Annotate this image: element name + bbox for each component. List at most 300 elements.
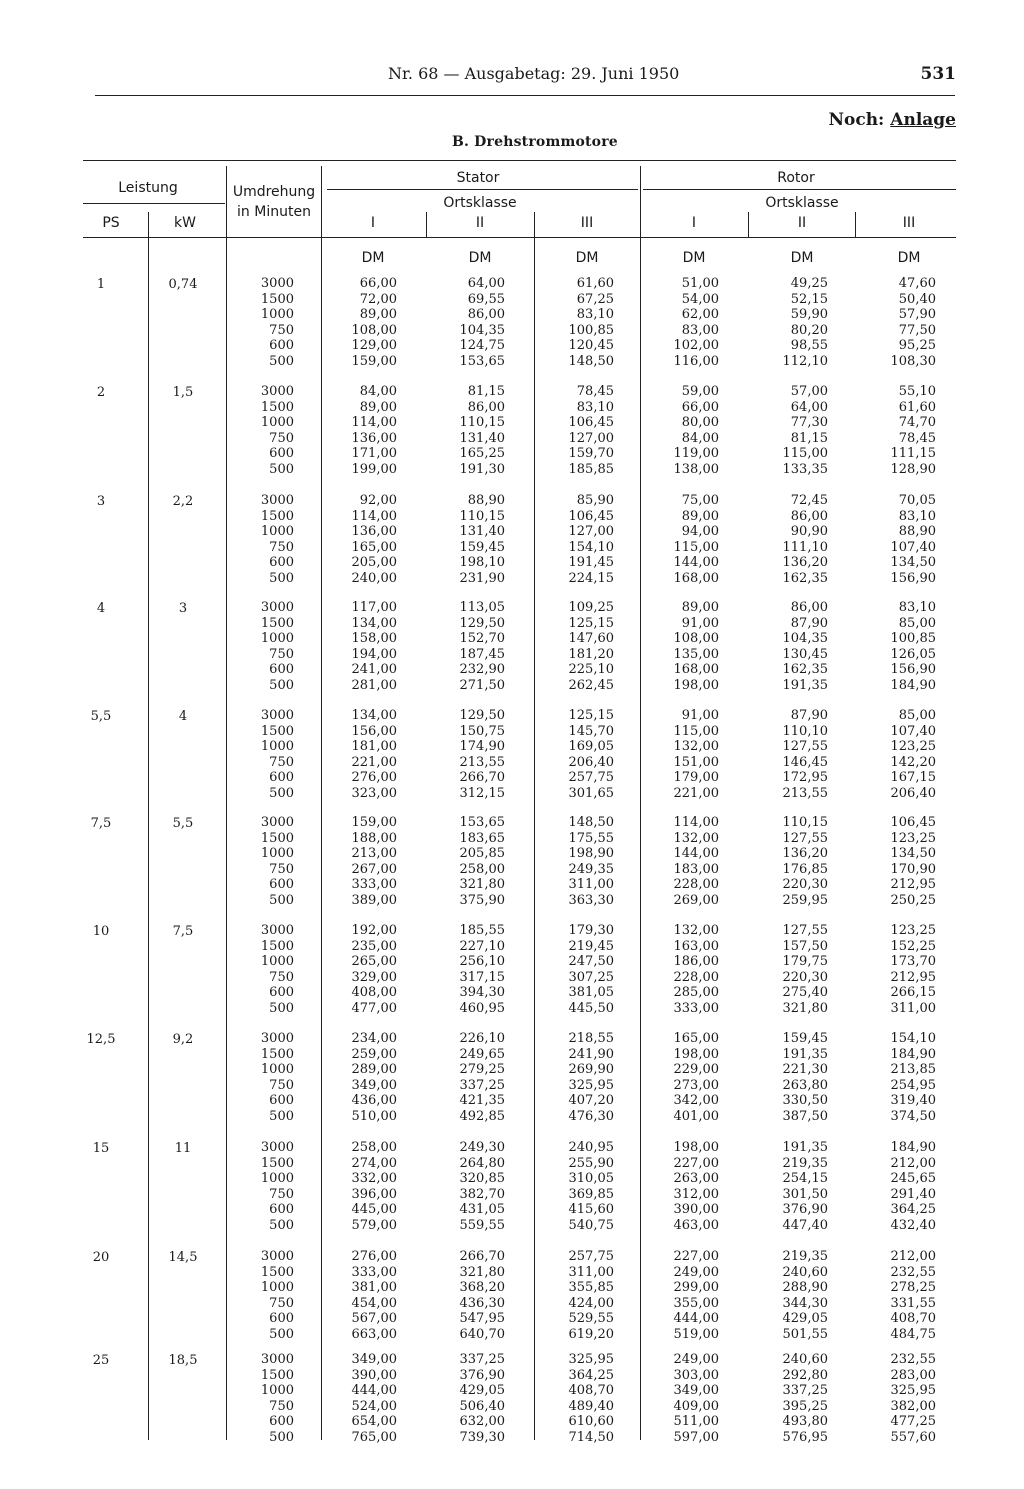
stator-ii-cell: 183,65 bbox=[459, 830, 505, 846]
stator-ii-cell: 213,55 bbox=[459, 754, 505, 770]
stator-ii-cell: 429,05 bbox=[459, 1383, 505, 1399]
rotor-i-ii-divider bbox=[748, 212, 749, 237]
rpm-cell: 750 bbox=[269, 861, 294, 877]
rpm-cell: 1000 bbox=[260, 307, 294, 323]
stator-i-cell: 171,00 bbox=[351, 446, 397, 462]
rotor-i-cell: 132,00 bbox=[673, 830, 719, 846]
stator-ii-cell: 321,80 bbox=[459, 1264, 505, 1280]
rotor-ii-cell: 87,90 bbox=[790, 615, 828, 631]
rotor-ii-cell: 104,35 bbox=[782, 631, 828, 647]
stator-i-cell: 66,00 bbox=[359, 276, 397, 291]
rotor-ii-cell: 110,15 bbox=[782, 815, 828, 830]
rpm-cell: 1000 bbox=[260, 524, 294, 540]
rpm-cell: 3000 bbox=[260, 923, 294, 938]
stator-iii-cell: 257,75 bbox=[568, 1249, 614, 1264]
rpm-cell: 600 bbox=[269, 338, 294, 354]
stator-iii-cell: 424,00 bbox=[568, 1295, 614, 1311]
stator-i-cell: 332,00 bbox=[351, 1171, 397, 1187]
stator-class-ii: II bbox=[475, 215, 485, 231]
stator-ii-cell: 64,00 bbox=[467, 276, 505, 291]
rotor-i-cell: 54,00 bbox=[681, 291, 719, 307]
rotor-i-cell: 75,00 bbox=[681, 493, 719, 508]
ps-kw-divider bbox=[148, 212, 149, 1440]
rotor-iii-cell: 111,15 bbox=[890, 446, 936, 462]
rpm-cell: 3000 bbox=[260, 815, 294, 830]
rotor-i-cell: 198,00 bbox=[673, 1046, 719, 1062]
rotor-iii-cell: 291,40 bbox=[890, 1186, 936, 1202]
rotor-ii-cell: 146,45 bbox=[782, 754, 828, 770]
stator-ii-cell: 249,30 bbox=[459, 1140, 505, 1155]
header-rule bbox=[95, 95, 955, 96]
rotor-ii-cell: 292,80 bbox=[782, 1367, 828, 1383]
rotor-i-cell: 108,00 bbox=[673, 631, 719, 647]
kw-cell: 2,2 bbox=[172, 494, 194, 509]
rpm-cell: 750 bbox=[269, 969, 294, 985]
rotor-i-cell: 66,00 bbox=[681, 399, 719, 415]
rotor-ii-cell: 220,30 bbox=[782, 969, 828, 985]
stator-iii-cell: 159,70 bbox=[568, 446, 614, 462]
stator-ii-cell: 271,50 bbox=[459, 678, 505, 693]
stator-ii-cell: 110,15 bbox=[459, 508, 505, 524]
rotor-ii-cell: 240,60 bbox=[782, 1352, 828, 1367]
rotor-iii-cell: 557,60 bbox=[890, 1430, 936, 1445]
rotor-ii-cell: 162,35 bbox=[782, 571, 828, 586]
rotor-i-cell: 511,00 bbox=[673, 1414, 719, 1430]
stator-iii-cell: 325,95 bbox=[568, 1077, 614, 1093]
rotor-i-cell: 102,00 bbox=[673, 338, 719, 354]
stator-ii-cell: 152,70 bbox=[459, 631, 505, 647]
rotor-ii-cell: 429,05 bbox=[782, 1311, 828, 1327]
page-number: 531 bbox=[920, 64, 956, 84]
rotor-iii-cell: 184,90 bbox=[890, 678, 936, 693]
stator-i-cell: 281,00 bbox=[351, 678, 397, 693]
rotor-iii-cell: 364,25 bbox=[890, 1202, 936, 1218]
rotor-i-cell: 83,00 bbox=[681, 322, 719, 338]
stator-ii-cell: 279,25 bbox=[459, 1062, 505, 1078]
rotor-ii-iii-divider bbox=[855, 212, 856, 237]
rotor-i-cell: 198,00 bbox=[673, 1140, 719, 1155]
rpm-cell: 600 bbox=[269, 985, 294, 1001]
stator-iii-cell: 311,00 bbox=[568, 877, 614, 893]
rotor-ii-cell: 127,55 bbox=[782, 739, 828, 755]
rotor-i-cell: 116,00 bbox=[673, 354, 719, 369]
stator-ii-cell: 506,40 bbox=[459, 1398, 505, 1414]
unit-stator-i: DM bbox=[361, 250, 385, 266]
rotor-i-cell: 228,00 bbox=[673, 877, 719, 893]
stator-iii-cell: 489,40 bbox=[568, 1398, 614, 1414]
stator-i-cell: 323,00 bbox=[351, 786, 397, 801]
stator-i-cell: 89,00 bbox=[359, 399, 397, 415]
rotor-iii-cell: 123,25 bbox=[890, 830, 936, 846]
rotor-header: Rotor bbox=[777, 170, 815, 186]
rpm-cell: 500 bbox=[269, 1001, 294, 1016]
stator-iii-cell: 109,25 bbox=[568, 600, 614, 615]
stator-iii-cell: 120,45 bbox=[568, 338, 614, 354]
stator-iii-cell: 269,90 bbox=[568, 1062, 614, 1078]
stator-iii-cell: 407,20 bbox=[568, 1093, 614, 1109]
kw-cell: 4 bbox=[178, 709, 188, 724]
rotor-i-cell: 138,00 bbox=[673, 462, 719, 477]
stator-ii-cell: 264,80 bbox=[459, 1155, 505, 1171]
rotor-i-cell: 119,00 bbox=[673, 446, 719, 462]
stator-i-cell: 136,00 bbox=[351, 430, 397, 446]
stator-i-cell: 267,00 bbox=[351, 861, 397, 877]
stator-i-cell: 158,00 bbox=[351, 631, 397, 647]
stator-i-cell: 389,00 bbox=[351, 893, 397, 908]
stator-i-cell: 567,00 bbox=[351, 1311, 397, 1327]
stator-i-cell: 241,00 bbox=[351, 662, 397, 678]
rotor-i-cell: 401,00 bbox=[673, 1109, 719, 1124]
stator-ii-cell: 198,10 bbox=[459, 555, 505, 571]
rotor-i-cell: 151,00 bbox=[673, 754, 719, 770]
stator-ii-cell: 174,90 bbox=[459, 739, 505, 755]
rpm-cell: 1500 bbox=[260, 291, 294, 307]
ps-cell: 5,5 bbox=[90, 709, 112, 724]
rotor-i-cell: 115,00 bbox=[673, 723, 719, 739]
rpm-cell: 1000 bbox=[260, 1171, 294, 1187]
stator-ii-cell: 256,10 bbox=[459, 954, 505, 970]
rotor-i-cell: 144,00 bbox=[673, 846, 719, 862]
rpm-cell: 3000 bbox=[260, 708, 294, 723]
rotor-iii-cell: 184,90 bbox=[890, 1140, 936, 1155]
running-title: Nr. 68 — Ausgabetag: 29. Juni 1950 bbox=[388, 64, 680, 83]
stator-i-cell: 165,00 bbox=[351, 539, 397, 555]
stator-i-cell: 114,00 bbox=[351, 508, 397, 524]
rpm-cell: 500 bbox=[269, 1218, 294, 1233]
rotor-iii-cell: 319,40 bbox=[890, 1093, 936, 1109]
stator-iii-cell: 363,30 bbox=[568, 893, 614, 908]
kw-cell: 5,5 bbox=[172, 816, 194, 831]
rotor-ii-cell: 162,35 bbox=[782, 662, 828, 678]
rotor-ii-cell: 221,30 bbox=[782, 1062, 828, 1078]
stator-i-cell: 259,00 bbox=[351, 1046, 397, 1062]
rotor-ii-cell: 52,15 bbox=[790, 291, 828, 307]
rotor-i-cell: 186,00 bbox=[673, 954, 719, 970]
rpm-cell: 750 bbox=[269, 646, 294, 662]
stator-ii-cell: 547,95 bbox=[459, 1311, 505, 1327]
rotor-ii-cell: 136,20 bbox=[782, 555, 828, 571]
rotor-iii-cell: 126,05 bbox=[890, 646, 936, 662]
stator-i-cell: 194,00 bbox=[351, 646, 397, 662]
stator-ii-cell: 187,45 bbox=[459, 646, 505, 662]
stator-ii-cell: 321,80 bbox=[459, 877, 505, 893]
rpm-cell: 1000 bbox=[260, 846, 294, 862]
kw-cell: 9,2 bbox=[172, 1032, 194, 1047]
stator-iii-cell: 83,10 bbox=[576, 399, 614, 415]
rotor-i-cell: 132,00 bbox=[673, 739, 719, 755]
rotor-iii-cell: 128,90 bbox=[890, 462, 936, 477]
rotor-i-cell: 144,00 bbox=[673, 555, 719, 571]
rotor-iii-cell: 213,85 bbox=[890, 1062, 936, 1078]
rotor-iii-cell: 374,50 bbox=[890, 1109, 936, 1124]
unit-rotor-iii: DM bbox=[897, 250, 921, 266]
stator-i-cell: 181,00 bbox=[351, 739, 397, 755]
rpm-cell: 1500 bbox=[260, 1367, 294, 1383]
stator-i-cell: 159,00 bbox=[351, 815, 397, 830]
rpm-cell: 1500 bbox=[260, 1264, 294, 1280]
stator-i-cell: 258,00 bbox=[351, 1140, 397, 1155]
stator-ii-cell: 227,10 bbox=[459, 938, 505, 954]
stator-iii-cell: 169,05 bbox=[568, 739, 614, 755]
stator-iii-cell: 301,65 bbox=[568, 786, 614, 801]
rotor-i-cell: 132,00 bbox=[673, 923, 719, 938]
rotor-ii-cell: 376,90 bbox=[782, 1202, 828, 1218]
rotor-iii-cell: 55,10 bbox=[898, 384, 936, 399]
unit-rotor-ii: DM bbox=[790, 250, 814, 266]
rotor-ii-cell: 344,30 bbox=[782, 1295, 828, 1311]
stator-iii-cell: 100,85 bbox=[568, 322, 614, 338]
stator-ii-cell: 104,35 bbox=[459, 322, 505, 338]
rpm-cell: 750 bbox=[269, 754, 294, 770]
stator-iii-cell: 148,50 bbox=[568, 815, 614, 830]
stator-ii-cell: 266,70 bbox=[459, 1249, 505, 1264]
rotor-iii-cell: 70,05 bbox=[898, 493, 936, 508]
stator-ii-cell: 110,15 bbox=[459, 415, 505, 431]
stator-iii-cell: 127,00 bbox=[568, 430, 614, 446]
rotor-i-cell: 91,00 bbox=[681, 615, 719, 631]
stator-ii-cell: 165,25 bbox=[459, 446, 505, 462]
rotor-iii-cell: 311,00 bbox=[890, 1001, 936, 1016]
rotor-ii-cell: 321,80 bbox=[782, 1001, 828, 1016]
stator-i-cell: 454,00 bbox=[351, 1295, 397, 1311]
rpm-cell: 1000 bbox=[260, 631, 294, 647]
rotor-i-cell: 227,00 bbox=[673, 1155, 719, 1171]
rotor-iii-cell: 108,30 bbox=[890, 354, 936, 369]
rotor-iii-cell: 212,95 bbox=[890, 877, 936, 893]
rpm-cell: 1000 bbox=[260, 1062, 294, 1078]
rotor-ii-cell: 191,35 bbox=[782, 1140, 828, 1155]
stator-ii-cell: 226,10 bbox=[459, 1031, 505, 1046]
stator-iii-cell: 83,10 bbox=[576, 307, 614, 323]
rotor-iii-cell: 50,40 bbox=[898, 291, 936, 307]
rotor-ii-cell: 80,20 bbox=[790, 322, 828, 338]
rotor-iii-cell: 85,00 bbox=[898, 708, 936, 723]
section-title: B. Drehstrommotore bbox=[452, 134, 618, 150]
rotor-iii-cell: 212,00 bbox=[890, 1155, 936, 1171]
rotor-i-cell: 269,00 bbox=[673, 893, 719, 908]
rotor-iii-cell: 283,00 bbox=[890, 1367, 936, 1383]
rpm-cell: 600 bbox=[269, 1414, 294, 1430]
stator-iii-cell: 310,05 bbox=[568, 1171, 614, 1187]
stator-ii-cell: 129,50 bbox=[459, 708, 505, 723]
stator-iii-cell: 255,90 bbox=[568, 1155, 614, 1171]
rpm-cell: 500 bbox=[269, 1430, 294, 1445]
stator-i-cell: 235,00 bbox=[351, 938, 397, 954]
rotor-iii-cell: 232,55 bbox=[890, 1264, 936, 1280]
rpm-cell: 500 bbox=[269, 786, 294, 801]
stator-i-cell: 289,00 bbox=[351, 1062, 397, 1078]
kw-cell: 0,74 bbox=[168, 277, 198, 292]
stator-i-cell: 444,00 bbox=[351, 1383, 397, 1399]
stator-ii-cell: 431,05 bbox=[459, 1202, 505, 1218]
rotor-ii-cell: 64,00 bbox=[790, 399, 828, 415]
stator-ii-cell: 153,65 bbox=[459, 354, 505, 369]
stator-iii-cell: 147,60 bbox=[568, 631, 614, 647]
rotor-ii-cell: 493,80 bbox=[782, 1414, 828, 1430]
stator-iii-cell: 241,90 bbox=[568, 1046, 614, 1062]
rotor-iii-cell: 95,25 bbox=[898, 338, 936, 354]
unit-stator-ii: DM bbox=[468, 250, 492, 266]
stator-i-cell: 276,00 bbox=[351, 770, 397, 786]
stator-i-cell: 213,00 bbox=[351, 846, 397, 862]
rpm-cell: 500 bbox=[269, 462, 294, 477]
stator-i-cell: 159,00 bbox=[351, 354, 397, 369]
rpm-cell: 750 bbox=[269, 430, 294, 446]
rotor-i-cell: 62,00 bbox=[681, 307, 719, 323]
stator-i-cell: 114,00 bbox=[351, 415, 397, 431]
stator-i-cell: 129,00 bbox=[351, 338, 397, 354]
rotor-i-cell: 228,00 bbox=[673, 969, 719, 985]
stator-ii-cell: 337,25 bbox=[459, 1077, 505, 1093]
rotor-ii-cell: 110,10 bbox=[782, 723, 828, 739]
stator-ii-cell: 460,95 bbox=[459, 1001, 505, 1016]
rotor-i-cell: 51,00 bbox=[681, 276, 719, 291]
rotor-ii-cell: 86,00 bbox=[790, 508, 828, 524]
rotor-ii-cell: 81,15 bbox=[790, 430, 828, 446]
stator-i-cell: 84,00 bbox=[359, 384, 397, 399]
kw-cell: 3 bbox=[178, 601, 188, 616]
stator-iii-cell: 529,55 bbox=[568, 1311, 614, 1327]
rotor-ii-cell: 86,00 bbox=[790, 600, 828, 615]
stator-iii-cell: 355,85 bbox=[568, 1280, 614, 1296]
rotor-iii-cell: 57,90 bbox=[898, 307, 936, 323]
stator-i-cell: 188,00 bbox=[351, 830, 397, 846]
stator-i-cell: 134,00 bbox=[351, 708, 397, 723]
rotor-iii-cell: 173,70 bbox=[890, 954, 936, 970]
stator-iii-cell: 262,45 bbox=[568, 678, 614, 693]
rpm-cell: 600 bbox=[269, 555, 294, 571]
stator-i-cell: 265,00 bbox=[351, 954, 397, 970]
stator-ii-cell: 376,90 bbox=[459, 1367, 505, 1383]
rotor-ii-cell: 72,45 bbox=[790, 493, 828, 508]
stator-iii-cell: 219,45 bbox=[568, 938, 614, 954]
stator-ii-cell: 394,30 bbox=[459, 985, 505, 1001]
stator-iii-cell: 218,55 bbox=[568, 1031, 614, 1046]
rotor-i-cell: 303,00 bbox=[673, 1367, 719, 1383]
rotor-i-cell: 91,00 bbox=[681, 708, 719, 723]
rotor-ii-cell: 254,15 bbox=[782, 1171, 828, 1187]
rotor-i-cell: 342,00 bbox=[673, 1093, 719, 1109]
rotor-iii-cell: 47,60 bbox=[898, 276, 936, 291]
rotor-i-cell: 249,00 bbox=[673, 1352, 719, 1367]
rpm-cell: 3000 bbox=[260, 276, 294, 291]
stator-ii-cell: 559,55 bbox=[459, 1218, 505, 1233]
rpm-cell: 3000 bbox=[260, 1352, 294, 1367]
rotor-ii-cell: 220,30 bbox=[782, 877, 828, 893]
stator-iii-cell: 610,60 bbox=[568, 1414, 614, 1430]
rotor-i-cell: 390,00 bbox=[673, 1202, 719, 1218]
stator-ii-cell: 185,55 bbox=[459, 923, 505, 938]
stator-ii-cell: 129,50 bbox=[459, 615, 505, 631]
rotor-ii-cell: 259,95 bbox=[782, 893, 828, 908]
stator-i-cell: 274,00 bbox=[351, 1155, 397, 1171]
umdrehung-header: Umdrehung bbox=[232, 184, 316, 200]
rotor-iii-cell: 325,95 bbox=[890, 1383, 936, 1399]
stator-i-cell: 381,00 bbox=[351, 1280, 397, 1296]
stator-i-cell: 663,00 bbox=[351, 1327, 397, 1342]
rotor-iii-cell: 107,40 bbox=[890, 539, 936, 555]
stator-iii-cell: 85,90 bbox=[576, 493, 614, 508]
rotor-iii-cell: 61,60 bbox=[898, 399, 936, 415]
rotor-ii-cell: 90,90 bbox=[790, 524, 828, 540]
rotor-iii-cell: 382,00 bbox=[890, 1398, 936, 1414]
rotor-i-cell: 349,00 bbox=[673, 1383, 719, 1399]
stator-ii-cell: 131,40 bbox=[459, 524, 505, 540]
stator-i-ii-divider bbox=[426, 212, 427, 237]
rotor-iii-cell: 212,95 bbox=[890, 969, 936, 985]
rpm-cell: 3000 bbox=[260, 600, 294, 615]
stator-i-cell: 240,00 bbox=[351, 571, 397, 586]
rpm-cell: 1500 bbox=[260, 615, 294, 631]
ps-cell: 2 bbox=[96, 385, 106, 400]
stator-i-cell: 390,00 bbox=[351, 1367, 397, 1383]
rpm-cell: 1500 bbox=[260, 1155, 294, 1171]
stator-ii-cell: 436,30 bbox=[459, 1295, 505, 1311]
stator-ii-cell: 88,90 bbox=[467, 493, 505, 508]
rpm-cell: 500 bbox=[269, 1109, 294, 1124]
ps-cell: 12,5 bbox=[86, 1032, 116, 1047]
stator-ii-cell: 249,65 bbox=[459, 1046, 505, 1062]
stator-ii-cell: 205,85 bbox=[459, 846, 505, 862]
stator-iii-cell: 185,85 bbox=[568, 462, 614, 477]
stator-ii-cell: 232,90 bbox=[459, 662, 505, 678]
stator-i-cell: 276,00 bbox=[351, 1249, 397, 1264]
rpm-cell: 600 bbox=[269, 1093, 294, 1109]
rotor-ii-cell: 179,75 bbox=[782, 954, 828, 970]
stator-i-cell: 72,00 bbox=[359, 291, 397, 307]
rotor-ii-cell: 115,00 bbox=[782, 446, 828, 462]
rotor-ii-cell: 136,20 bbox=[782, 846, 828, 862]
rotor-iii-cell: 74,70 bbox=[898, 415, 936, 431]
unit-rotor-i: DM bbox=[682, 250, 706, 266]
rotor-i-cell: 333,00 bbox=[673, 1001, 719, 1016]
stator-i-cell: 579,00 bbox=[351, 1218, 397, 1233]
stator-i-cell: 205,00 bbox=[351, 555, 397, 571]
kw-cell: 14,5 bbox=[168, 1250, 198, 1265]
ps-cell: 3 bbox=[96, 494, 106, 509]
rotor-ii-cell: 111,10 bbox=[782, 539, 828, 555]
stator-iii-cell: 257,75 bbox=[568, 770, 614, 786]
stator-iii-cell: 61,60 bbox=[576, 276, 614, 291]
stator-iii-cell: 240,95 bbox=[568, 1140, 614, 1155]
rotor-i-cell: 355,00 bbox=[673, 1295, 719, 1311]
ps-cell: 20 bbox=[92, 1250, 110, 1265]
rotor-ii-cell: 87,90 bbox=[790, 708, 828, 723]
stator-rule bbox=[327, 189, 638, 190]
rpm-cell: 500 bbox=[269, 354, 294, 369]
rotor-iii-cell: 107,40 bbox=[890, 723, 936, 739]
stator-iii-cell: 181,20 bbox=[568, 646, 614, 662]
rpm-cell: 1500 bbox=[260, 1046, 294, 1062]
rotor-iii-cell: 85,00 bbox=[898, 615, 936, 631]
stator-ii-cell: 492,85 bbox=[459, 1109, 505, 1124]
stator-ii-cell: 266,70 bbox=[459, 770, 505, 786]
stator-ii-cell: 632,00 bbox=[459, 1414, 505, 1430]
table-top-rule bbox=[83, 160, 956, 161]
stator-ii-cell: 69,55 bbox=[467, 291, 505, 307]
stator-i-cell: 234,00 bbox=[351, 1031, 397, 1046]
rotor-iii-cell: 83,10 bbox=[898, 508, 936, 524]
rpm-cell: 1000 bbox=[260, 1383, 294, 1399]
rotor-i-cell: 229,00 bbox=[673, 1062, 719, 1078]
rotor-ii-cell: 219,35 bbox=[782, 1155, 828, 1171]
rotor-i-cell: 463,00 bbox=[673, 1218, 719, 1233]
rpm-cell: 500 bbox=[269, 1327, 294, 1342]
rotor-ii-cell: 576,95 bbox=[782, 1430, 828, 1445]
rotor-iii-cell: 152,25 bbox=[890, 938, 936, 954]
rotor-ii-cell: 275,40 bbox=[782, 985, 828, 1001]
stator-i-cell: 333,00 bbox=[351, 1264, 397, 1280]
